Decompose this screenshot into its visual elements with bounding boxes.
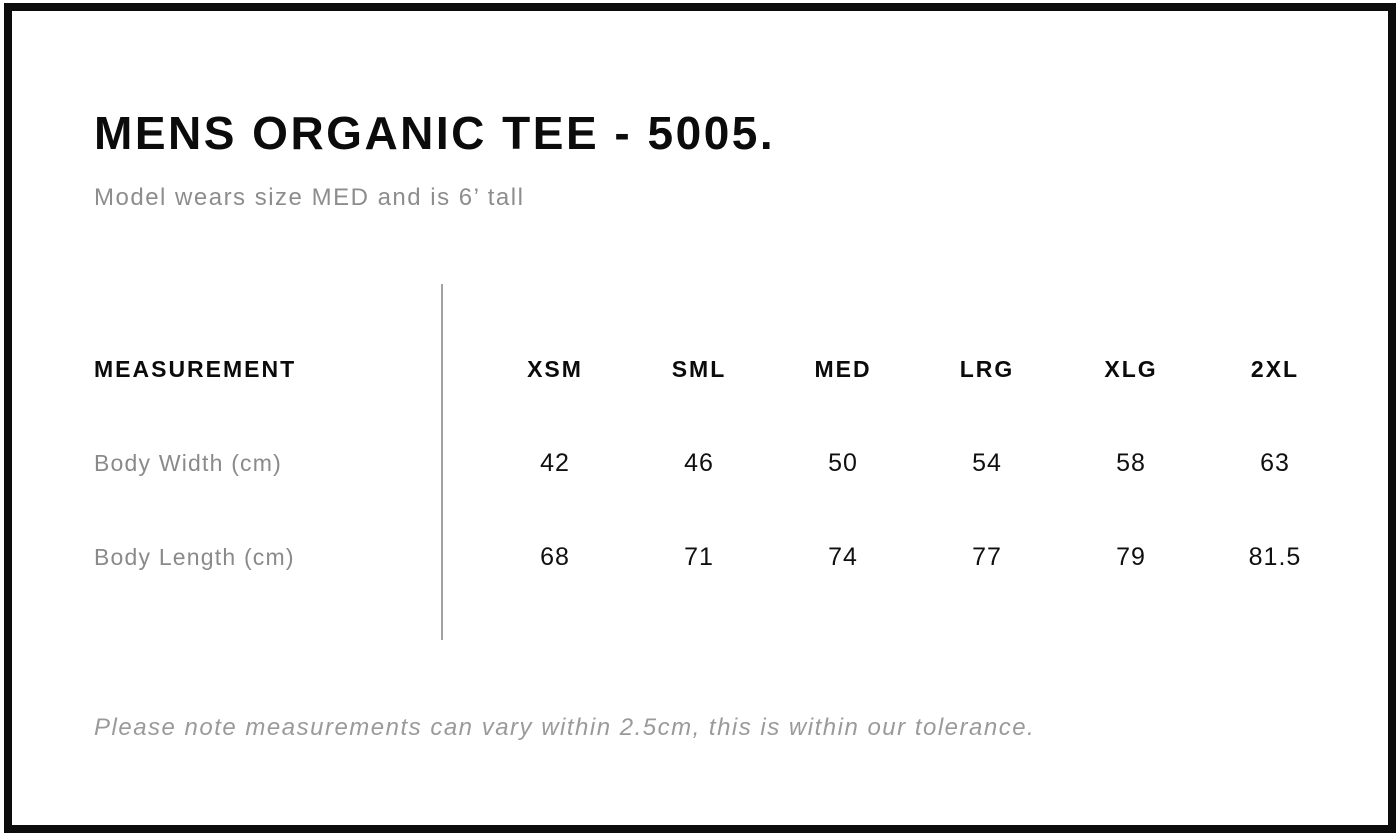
column-header-med: MED <box>814 355 872 382</box>
table-row-body-width <box>94 416 1347 510</box>
column-header-measurement: MEASUREMENT <box>94 355 297 382</box>
column-header-2xl: 2XL <box>1250 355 1300 382</box>
chart-frame <box>4 3 1396 833</box>
column-divider <box>441 284 443 640</box>
body-width-xsm: 42 <box>540 448 570 477</box>
page-title: MENS ORGANIC TEE - 5005. <box>94 107 776 159</box>
column-header-sml: SML <box>671 355 727 382</box>
tolerance-note: Please note measurements can vary within 2.5cm, this is within our tolerance. <box>94 714 1036 741</box>
model-info-text: Model wears size MED and is 6’ tall <box>94 184 525 211</box>
column-header-lrg: LRG <box>959 355 1015 382</box>
row-label-body-length: Body Length (cm) <box>94 543 295 570</box>
body-length-sml: 71 <box>684 542 714 571</box>
body-length-xsm: 68 <box>540 542 570 571</box>
body-width-2xl: 63 <box>1260 448 1290 477</box>
table-header-row <box>94 322 1347 416</box>
body-width-xlg: 58 <box>1116 448 1146 477</box>
body-width-sml: 46 <box>684 448 714 477</box>
size-table <box>94 284 1347 640</box>
body-length-med: 74 <box>828 542 858 571</box>
column-header-xlg: XLG <box>1104 355 1158 382</box>
body-width-med: 50 <box>828 448 858 477</box>
column-header-xsm: XSM <box>527 355 583 382</box>
body-width-lrg: 54 <box>972 448 1002 477</box>
body-length-lrg: 77 <box>972 542 1002 571</box>
table-row-body-length <box>94 510 1347 604</box>
body-length-xlg: 79 <box>1116 542 1146 571</box>
row-label-body-width: Body Width (cm) <box>94 449 282 476</box>
body-length-2xl: 81.5 <box>1248 542 1302 571</box>
size-guide <box>94 11 1368 740</box>
